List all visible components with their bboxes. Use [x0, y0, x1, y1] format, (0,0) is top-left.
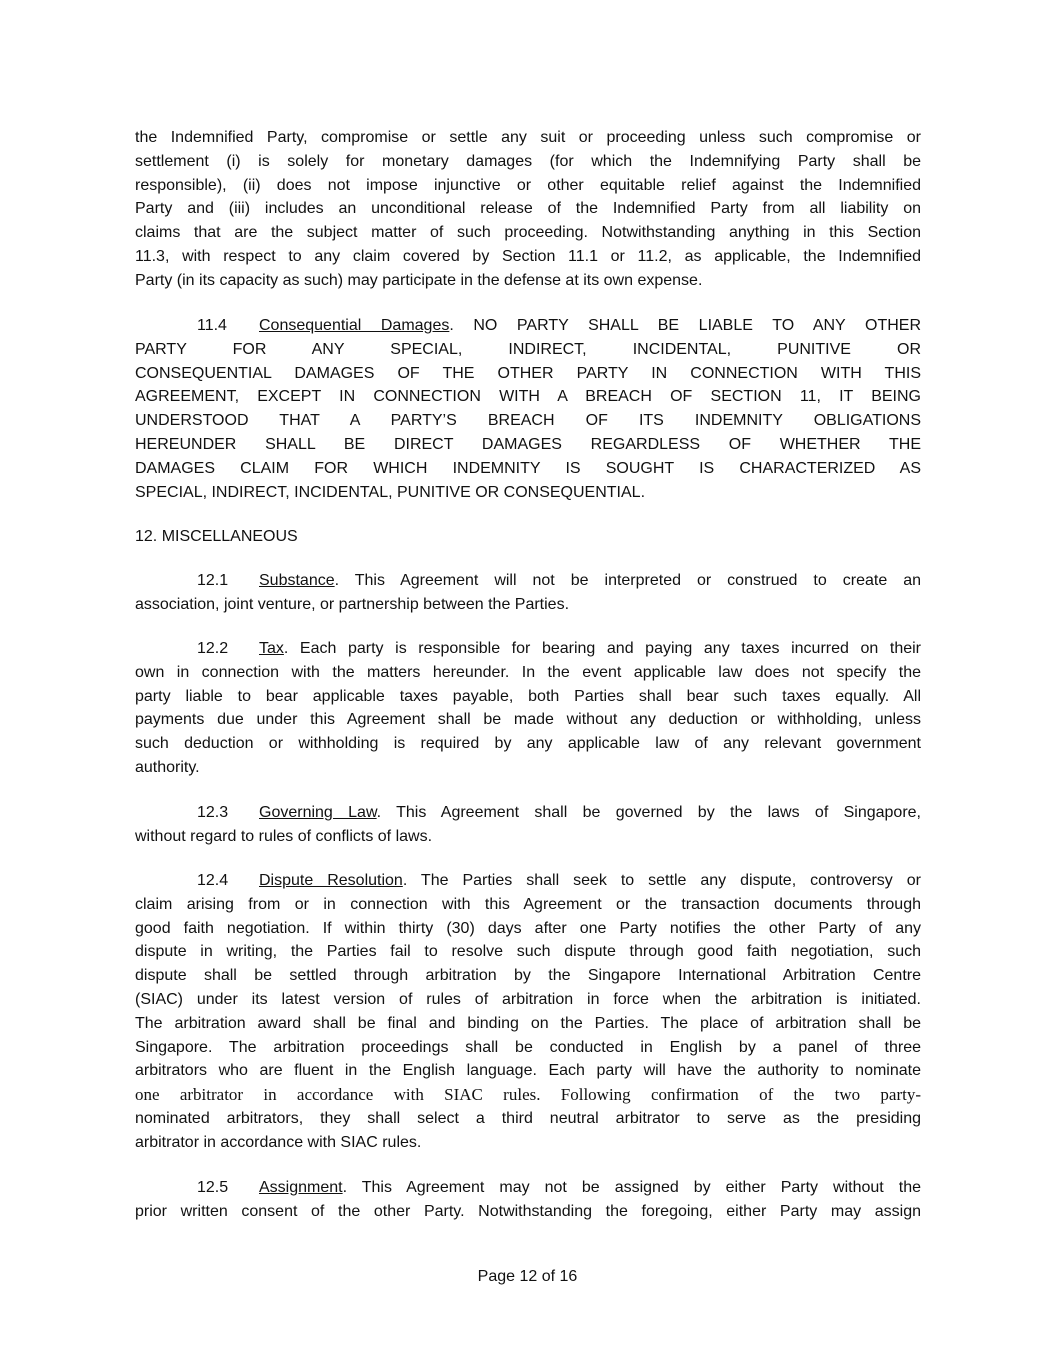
- text-line: arbitrator in accordance with SIAC rules.: [135, 1133, 422, 1151]
- section-heading: Substance: [259, 572, 335, 589]
- text-line: one arbitrator in accordance with SIAC rules. Following confirmation of the two party-: [135, 1085, 921, 1105]
- page-number: Page 12 of 16: [477, 1268, 578, 1285]
- text-line: The arbitration award shall be final and binding on the Parties. The place of arbitration shall be: [135, 1014, 921, 1032]
- text-line: authority.: [135, 758, 200, 776]
- text-line: such deduction or withholding is required by any applicable law of any relevant government: [135, 735, 921, 753]
- section-12-1-substance: [135, 569, 921, 617]
- text-line: nominated arbitrators, they shall select a third neutral arbitrator to serve as the presiding: [135, 1109, 921, 1127]
- section-text: . This Agreement will not be interpreted or construed to create an: [334, 572, 921, 589]
- text-line: arbitrators who are fluent in the English language. Each party will have the authority to nominate: [135, 1062, 921, 1080]
- section-12-3-governing-law: [135, 801, 921, 849]
- text-line: party liable to bear applicable taxes payable, both Parties shall bear such taxes equally. All: [135, 687, 921, 705]
- section-number: 12.4: [197, 872, 229, 889]
- text-line: own in connection with the matters hereunder. In the event applicable law does not specify the: [135, 663, 921, 681]
- text-line: Party (in its capacity as such) may participate in the defense at its own expense.: [135, 271, 703, 289]
- text-line: settlement (i) is solely for monetary damages (for which the Indemnifying Party shall be: [135, 152, 921, 170]
- text-line: 11.3, with respect to any claim covered by Section 11.1 or 11.2, as applicable, the Indemnified: [135, 247, 921, 265]
- text-line: (SIAC) under its latest version of rules of arbitration in force when the arbitration is initiated.: [135, 990, 921, 1008]
- text-line: CONSEQUENTIAL DAMAGES OF THE OTHER PARTY IN CONNECTION WITH THIS: [135, 364, 921, 382]
- section-number: 11.4: [197, 317, 227, 334]
- section-number: 12.2: [197, 640, 229, 657]
- paragraph-11-3-continuation: [135, 126, 921, 293]
- paragraph-first-line: [135, 801, 921, 825]
- section-number: 12.5: [197, 1179, 229, 1196]
- text-line: without regard to rules of conflicts of laws.: [135, 827, 433, 845]
- text-line: claim arising from or in connection with this Agreement or the transaction documents through: [135, 895, 921, 913]
- section-12-heading: [135, 525, 921, 549]
- section-heading: Assignment: [259, 1179, 343, 1196]
- section-text: . NO PARTY SHALL BE LIABLE TO ANY OTHER: [449, 317, 921, 334]
- section-heading: Dispute Resolution: [259, 872, 403, 889]
- section-number: 12.1: [197, 572, 229, 589]
- text-line: HEREUNDER SHALL BE DIRECT DAMAGES REGARDLESS OF WHETHER THE: [135, 435, 921, 453]
- section-heading: Governing Law: [259, 804, 377, 821]
- section-heading: Consequential Damages: [259, 317, 450, 334]
- text-line: UNDERSTOOD THAT A PARTY’S BREACH OF ITS INDEMNITY OBLIGATIONS: [135, 412, 921, 430]
- paragraph-first-line: [135, 314, 921, 338]
- text-line: SPECIAL, INDIRECT, INCIDENTAL, PUNITIVE OR CONSEQUENTIAL.: [135, 483, 646, 501]
- text-line: association, joint venture, or partnership between the Parties.: [135, 595, 570, 613]
- section-heading: Tax: [259, 640, 284, 657]
- text-line: good faith negotiation. If within thirty (30) days after one Party notifies the other Party of any: [135, 919, 921, 937]
- section-text: . This Agreement may not be assigned by either Party without the: [342, 1179, 921, 1196]
- text-line: prior written consent of the other Party. Notwithstanding the foregoing, either Party may assign: [135, 1202, 921, 1220]
- section-text: . Each party is responsible for bearing and paying any taxes incurred on their: [283, 640, 921, 657]
- text-line: Party and (iii) includes an unconditional release of the Indemnified Party from all liability on: [135, 200, 921, 218]
- section-12-2-tax: [135, 637, 921, 780]
- paragraph-first-line: [135, 569, 921, 593]
- paragraph-first-line: [135, 869, 921, 893]
- text-line: dispute in writing, the Parties fail to resolve such dispute through good faith negotiation, such: [135, 943, 921, 961]
- paragraph-first-line: [135, 637, 921, 661]
- section-12-4-dispute-resolution: [135, 869, 921, 1155]
- text-line: PARTY FOR ANY SPECIAL, INDIRECT, INCIDENTAL, PUNITIVE OR: [135, 340, 921, 358]
- text-line: Singapore. The arbitration proceedings shall be conducted in English by a panel of three: [135, 1038, 921, 1056]
- text-line: dispute shall be settled through arbitration by the Singapore International Arbitration Centre: [135, 967, 921, 985]
- text-line: AGREEMENT, EXCEPT IN CONNECTION WITH A BREACH OF SECTION 11, IT BEING: [135, 388, 921, 406]
- text-line: responsible), (ii) does not impose injunctive or other equitable relief against the Indemnified: [135, 176, 921, 194]
- text-line: the Indemnified Party, compromise or settle any suit or proceeding unless such compromise or: [135, 129, 921, 146]
- text-line: 12. MISCELLANEOUS: [135, 528, 298, 545]
- section-number: 12.3: [197, 804, 229, 821]
- text-line: claims that are the subject matter of such proceeding. Notwithstanding anything in this Section: [135, 224, 921, 242]
- section-12-5-assignment: [135, 1176, 921, 1224]
- section-text: . This Agreement shall be governed by the laws of Singapore,: [376, 804, 921, 821]
- section-text: . The Parties shall seek to settle any dispute, controversy or: [402, 872, 921, 889]
- text-line: DAMAGES CLAIM FOR WHICH INDEMNITY IS SOUGHT IS CHARACTERIZED AS: [135, 459, 921, 477]
- section-11-4-consequential-damages: [135, 314, 921, 504]
- text-line: payments due under this Agreement shall be made without any deduction or withholding, unless: [135, 711, 921, 729]
- paragraph-first-line: [135, 1176, 921, 1200]
